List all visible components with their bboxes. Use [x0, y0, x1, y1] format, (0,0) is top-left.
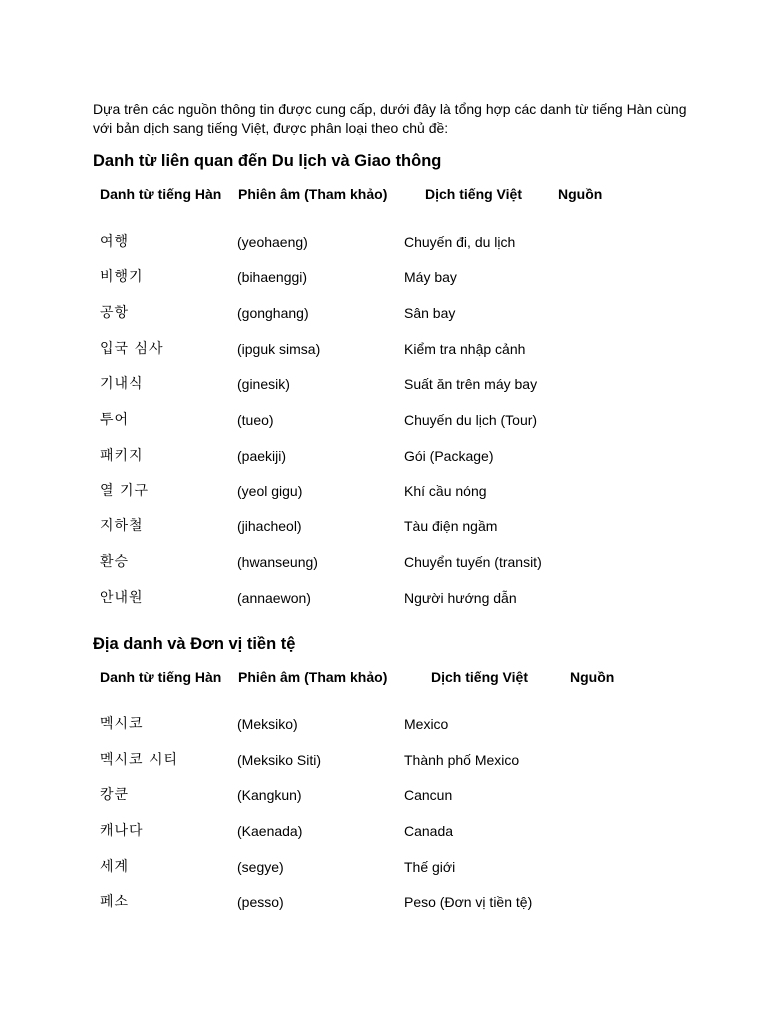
s1-row9-korean: 지하철 — [100, 518, 144, 534]
s1-row10-vietnamese: Chuyển tuyến (transit) — [404, 554, 542, 570]
s1-row6-phonetic: (tueo) — [237, 412, 274, 428]
s1-row8-phonetic: (yeol gigu) — [237, 483, 303, 499]
s1-row10-phonetic: (hwanseung) — [237, 554, 318, 570]
s2-row1-korean: 멕시코 — [100, 716, 144, 732]
s1-row6-korean: 투어 — [100, 412, 130, 428]
s1-row7-vietnamese: Gói (Package) — [404, 448, 494, 464]
intro-paragraph: Dựa trên các nguồn thông tin được cung cấp, dưới đây là tổng hợp các danh từ tiếng Hàn cùng với bản dịch sang tiếng Việt, được phân loại theo chủ đề: — [93, 101, 687, 136]
section1-header-phonetic: Phiên âm (Tham khảo) — [238, 186, 388, 202]
s1-row11-korean: 안내원 — [100, 590, 144, 606]
s2-row3-phonetic: (Kangkun) — [237, 787, 302, 803]
s1-row1-vietnamese: Chuyến đi, du lịch — [404, 234, 516, 250]
s2-row2-phonetic: (Meksiko Siti) — [237, 752, 322, 768]
s1-row2-vietnamese: Máy bay — [404, 269, 457, 285]
s1-row4-korean: 입국 심사 — [100, 341, 164, 357]
s2-row6-vietnamese: Peso (Đơn vị tiền tệ) — [404, 894, 533, 910]
s2-row3-korean: 캉쿤 — [100, 787, 130, 803]
s1-row7-korean: 패키지 — [100, 448, 144, 464]
s1-row9-vietnamese: Tàu điện ngầm — [404, 518, 498, 534]
s1-row1-phonetic: (yeohaeng) — [237, 234, 308, 250]
s1-row11-vietnamese: Người hướng dẫn — [404, 590, 517, 606]
section2-header-korean: Danh từ tiếng Hàn — [100, 669, 222, 685]
s2-row2-vietnamese: Thành phố Mexico — [404, 752, 520, 768]
s2-row5-phonetic: (segye) — [237, 859, 284, 875]
s1-row5-phonetic: (ginesik) — [237, 376, 290, 392]
s1-row8-korean: 열 기구 — [100, 483, 150, 499]
s1-row5-vietnamese: Suất ăn trên máy bay — [404, 376, 538, 392]
s2-row4-korean: 캐나다 — [100, 823, 144, 839]
section1-header-source: Nguồn — [558, 186, 603, 202]
s1-row3-korean: 공항 — [100, 305, 130, 321]
s2-row3-vietnamese: Cancun — [404, 787, 453, 803]
s1-row4-vietnamese: Kiểm tra nhập cảnh — [404, 341, 526, 357]
s1-row2-korean: 비행기 — [100, 269, 144, 285]
s1-row2-phonetic: (bihaenggi) — [237, 269, 308, 285]
s2-row2-korean: 멕시코 시티 — [100, 752, 179, 768]
s2-row6-phonetic: (pesso) — [237, 894, 284, 910]
section1-header-vietnamese: Dịch tiếng Việt — [425, 186, 522, 202]
s1-row10-korean: 환승 — [100, 554, 130, 570]
s1-row6-vietnamese: Chuyến du lịch (Tour) — [404, 412, 538, 428]
section1-header-korean: Danh từ tiếng Hàn — [100, 186, 222, 202]
s2-row5-vietnamese: Thế giới — [404, 859, 456, 875]
s1-row1-korean: 여행 — [100, 234, 130, 250]
s1-row11-phonetic: (annaewon) — [237, 590, 311, 606]
s1-row4-phonetic: (ipguk simsa) — [237, 341, 321, 357]
s1-row5-korean: 기내식 — [100, 376, 144, 392]
s2-row1-vietnamese: Mexico — [404, 716, 449, 732]
section2-header-source: Nguồn — [570, 669, 615, 685]
s2-row5-korean: 세계 — [100, 859, 130, 875]
section2-title: Địa danh và Đơn vị tiền tệ — [93, 635, 296, 653]
s1-row3-phonetic: (gonghang) — [237, 305, 309, 321]
s2-row6-korean: 페소 — [100, 894, 130, 910]
section2-header-vietnamese: Dịch tiếng Việt — [431, 669, 528, 685]
s1-row9-phonetic: (jihacheol) — [237, 518, 302, 534]
s2-row1-phonetic: (Meksiko) — [237, 716, 298, 732]
s2-row4-phonetic: (Kaenada) — [237, 823, 303, 839]
section1-title: Danh từ liên quan đến Du lịch và Giao thông — [93, 152, 442, 170]
s2-row4-vietnamese: Canada — [404, 823, 454, 839]
s1-row8-vietnamese: Khí cầu nóng — [404, 483, 487, 499]
s1-row7-phonetic: (paekiji) — [237, 448, 287, 464]
s1-row3-vietnamese: Sân bay — [404, 305, 456, 321]
section2-header-phonetic: Phiên âm (Tham khảo) — [238, 669, 388, 685]
